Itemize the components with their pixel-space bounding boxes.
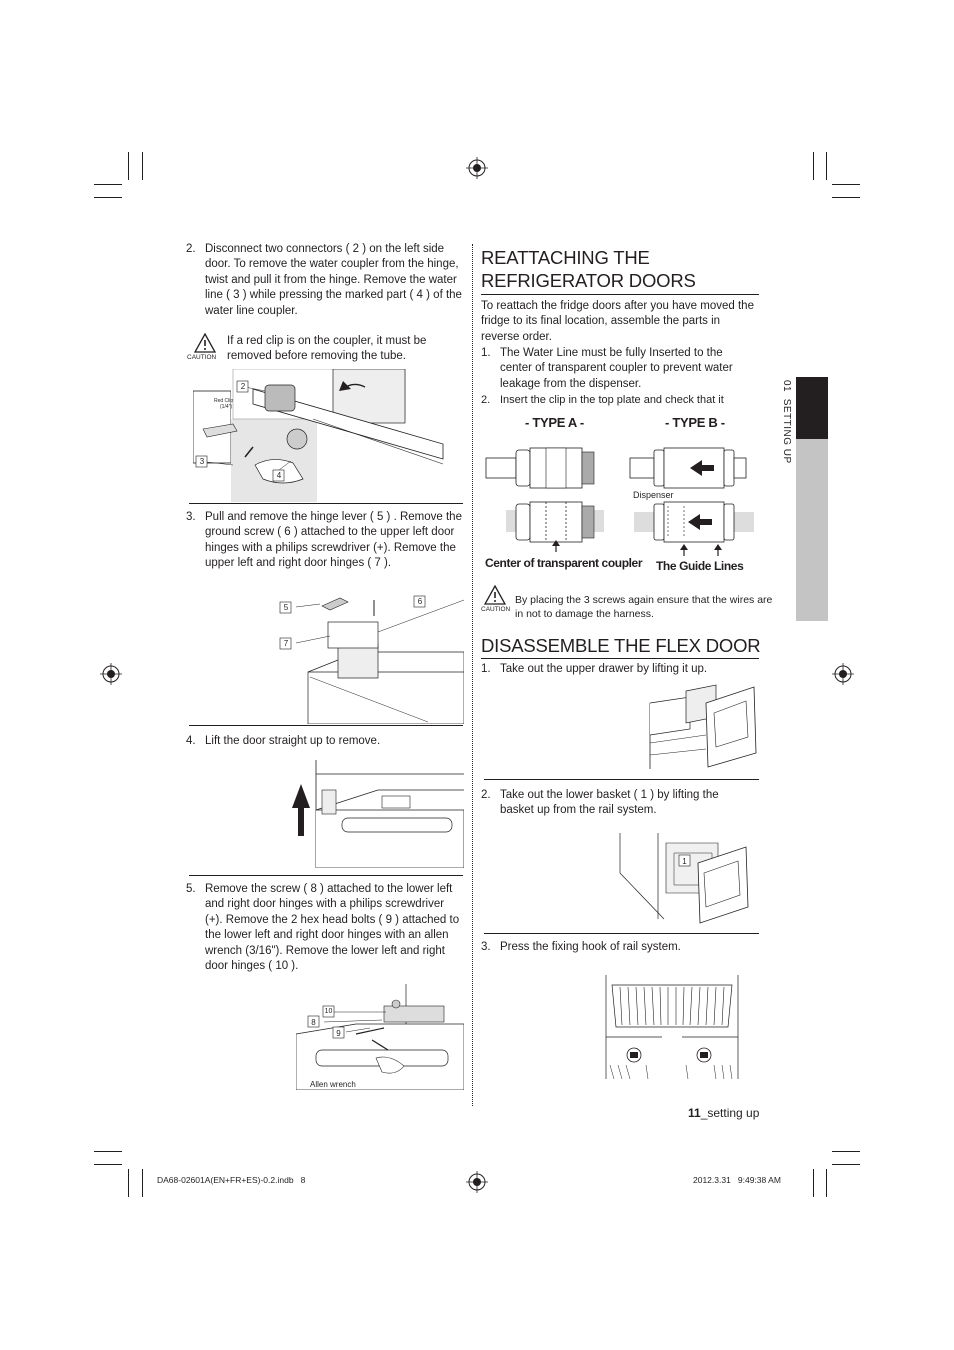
- crop-mark: [94, 184, 122, 185]
- registration-mark-icon: [466, 1171, 488, 1193]
- intro-text: To reattach the fridge doors after you have moved the fridge to its final location, assemble the parts in reverse order.: [481, 300, 754, 343]
- step-number: 3.: [186, 511, 196, 523]
- caution-text: If a red clip is on the coupler, it must be removed before removing the tube.: [227, 335, 427, 363]
- step-text: Take out the upper drawer by lifting it up.: [500, 663, 708, 675]
- step-number: 1.: [481, 663, 491, 675]
- heading-reattaching: REATTACHING THE: [481, 247, 650, 268]
- figure-hinge-lever: [278, 592, 464, 724]
- step-number: 3.: [481, 941, 491, 953]
- figure-lift-door: [288, 760, 464, 868]
- step-text: The Water Line must be fully Inserted to the center of transparent coupler to prevent water leakage from the dispenser.: [500, 347, 733, 390]
- page-footer: [688, 1106, 759, 1120]
- crop-mark: [813, 1169, 814, 1197]
- step-text: Pull and remove the hinge lever ( 5 ) . Remove the ground screw ( 6 ) attached to the upper left door hinges with a philips screwdriver (+). Remove the upper left and right door hinges ( 7 ).: [205, 511, 462, 570]
- allen-wrench-label: Allen wrench: [310, 1080, 356, 1089]
- section-rule: [484, 933, 759, 934]
- figure-rail-hook: [602, 975, 742, 1079]
- red-clip-size: (1/4"): [220, 404, 233, 410]
- crop-mark: [94, 197, 122, 198]
- registration-mark-icon: [100, 663, 122, 685]
- side-tab-text: SETTING UP: [781, 398, 792, 464]
- callout-7: 7: [283, 639, 289, 648]
- heading-flex-door: DISASSEMBLE THE FLEX DOOR: [481, 635, 761, 656]
- figure-lower-hinge: [296, 984, 464, 1090]
- callout-9: 9: [336, 1029, 341, 1038]
- section-rule: [189, 725, 463, 726]
- crop-mark: [142, 152, 143, 180]
- caution-text: By placing the 3 screws again ensure that the wires are in not to damage the harness.: [515, 594, 773, 620]
- step-number: 1.: [481, 347, 491, 359]
- type-a-heading: - TYPE A -: [525, 415, 584, 430]
- callout-8: 8: [311, 1018, 316, 1027]
- callout-10: 10: [324, 1008, 333, 1015]
- crop-mark: [832, 1164, 860, 1165]
- dispenser-label: Dispenser: [633, 490, 674, 500]
- step-number: 4.: [186, 735, 196, 747]
- callout-3: 3: [199, 457, 205, 466]
- callout-4: 4: [276, 471, 282, 480]
- section-rule: [484, 779, 759, 780]
- page-label: _setting up: [700, 1106, 760, 1120]
- figure-water-coupler: [193, 369, 457, 502]
- callout-6: 6: [417, 597, 423, 606]
- step-text: Lift the door straight up to remove.: [205, 735, 381, 747]
- red-clip-label: Red Clip: [214, 398, 234, 404]
- crop-mark: [832, 1151, 860, 1152]
- step-text: Press the fixing hook of rail system.: [500, 941, 681, 953]
- step-text: Remove the screw ( 8 ) attached to the lower left and right door hinges with a philips screwdriver (+). Remove the 2 hex head bolts ( 9 ) attached to the lower left and right door hinges with an allen wrench (3/16"). Remove the lower left and right door hinges ( 10 ).: [205, 883, 460, 973]
- column-divider: [472, 244, 473, 1106]
- type-b-heading: - TYPE B -: [665, 415, 725, 430]
- crop-mark: [832, 197, 860, 198]
- figure-lower-basket: [618, 833, 750, 927]
- crop-mark: [826, 1169, 827, 1197]
- heading-rule: [481, 294, 759, 295]
- step-number: 2.: [481, 789, 491, 801]
- intro-paragraph: [481, 299, 761, 345]
- page-number: 11: [688, 1106, 701, 1120]
- crop-mark: [94, 1164, 122, 1165]
- guide-lines-caption: The Guide Lines: [656, 559, 744, 573]
- side-tab-number: 01: [781, 380, 792, 393]
- crop-mark: [128, 1169, 129, 1197]
- figure-upper-drawer: [646, 683, 758, 769]
- crop-mark: [94, 1151, 122, 1152]
- heading-reattaching-line2: REFRIGERATOR DOORS: [481, 270, 696, 291]
- step-number: 2.: [481, 394, 491, 406]
- registration-mark-icon: [466, 157, 488, 179]
- caution-icon: [194, 333, 216, 353]
- step-text: Take out the lower basket ( 1 ) by lifting the basket up from the rail system.: [500, 789, 719, 817]
- crop-mark: [813, 152, 814, 180]
- step-number: 2.: [186, 243, 196, 255]
- section-rule: [189, 503, 463, 504]
- callout-5: 5: [283, 603, 289, 612]
- heading-rule: [481, 658, 759, 659]
- crop-mark: [826, 152, 827, 180]
- section-rule: [189, 875, 463, 876]
- caution-label: CAUTION: [481, 606, 511, 613]
- caution-label: CAUTION: [187, 354, 217, 361]
- side-tab-marker: [796, 377, 828, 439]
- callout-2: 2: [240, 382, 246, 391]
- file-name: DA68-02601A(EN+FR+ES)-0.2.indb 8: [157, 1175, 306, 1185]
- crop-mark: [832, 184, 860, 185]
- timestamp: 2012.3.31 9:49:38 AM: [693, 1175, 781, 1185]
- callout-1: 1: [682, 857, 687, 866]
- step-text: Insert the clip in the top plate and check that it: [500, 394, 724, 406]
- step-text: Disconnect two connectors ( 2 ) on the left side door. To remove the water coupler from the hinge, twist and pull it from the hinge. Remove the water line ( 3 ) while pressing the marked part ( 4 ) of the water line coupler.: [205, 243, 462, 317]
- step-number: 5.: [186, 883, 196, 895]
- center-coupler-caption: Center of transparent coupler: [485, 556, 643, 570]
- caution-icon: [484, 585, 506, 605]
- side-tab-label: [778, 380, 792, 490]
- crop-mark: [142, 1169, 143, 1197]
- crop-mark: [128, 152, 129, 180]
- registration-mark-icon: [832, 663, 854, 685]
